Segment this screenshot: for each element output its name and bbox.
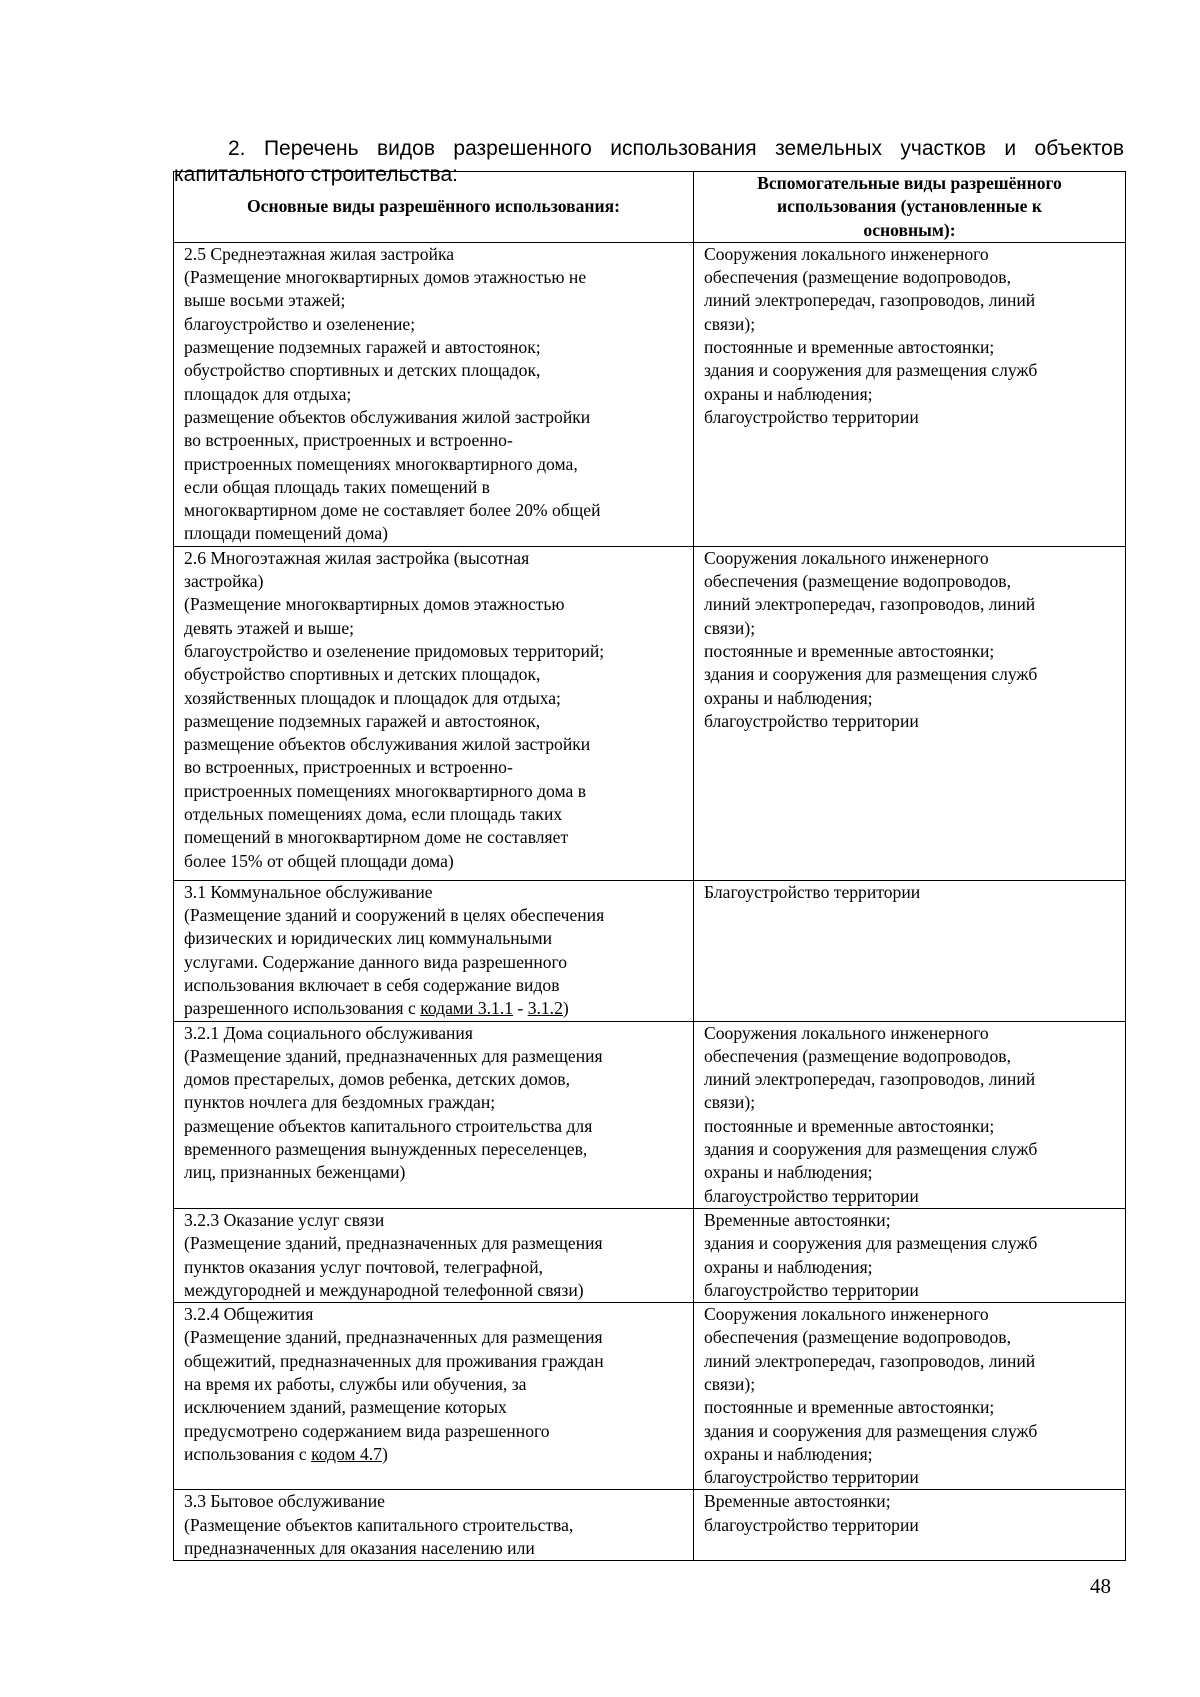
table-body bbox=[174, 242, 1126, 1561]
main-use-line: выше восьми этажей; bbox=[184, 290, 346, 311]
code-reference-link[interactable]: кодами 3.1.1 bbox=[420, 998, 514, 1019]
aux-use-line: благоустройство территории bbox=[704, 1279, 919, 1300]
main-use-line: во встроенных, пристроенных и встроенно- bbox=[184, 757, 513, 778]
aux-use-cell bbox=[694, 546, 1126, 880]
aux-use-line: охраны и наблюдения; bbox=[704, 1256, 873, 1277]
main-use-line: временного размещения вынужденных переселенцев, bbox=[184, 1139, 588, 1160]
main-use-line: благоустройство и озеленение; bbox=[184, 313, 416, 334]
main-use-cell bbox=[174, 1021, 694, 1208]
aux-use-line: Временные автостоянки; bbox=[704, 1491, 891, 1512]
main-use-line: благоустройство и озеленение придомовых территорий; bbox=[184, 640, 605, 661]
text-fragment: - bbox=[513, 998, 528, 1019]
table-row bbox=[174, 880, 1126, 1021]
main-use-cell bbox=[174, 1208, 694, 1302]
main-use-line: предусмотрено содержанием вида разрешенного bbox=[184, 1420, 550, 1441]
main-use-line: размещение подземных гаражей и автостоянок; bbox=[184, 337, 541, 358]
aux-use-line: обеспечения (размещение водопроводов, bbox=[704, 1045, 1012, 1066]
aux-use-cell bbox=[694, 1303, 1126, 1490]
main-use-line: (Размещение зданий, предназначенных для размещения bbox=[184, 1327, 603, 1348]
main-use-line: (Размещение зданий, предназначенных для размещения bbox=[184, 1045, 603, 1066]
aux-use-line: здания и сооружения для размещения служб bbox=[704, 1139, 1038, 1160]
aux-use-line: здания и сооружения для размещения служб bbox=[704, 360, 1038, 381]
aux-use-line: здания и сооружения для размещения служб bbox=[704, 1420, 1038, 1441]
main-use-cell bbox=[174, 880, 694, 1021]
main-use-line: размещение объектов капитального строительства для bbox=[184, 1115, 593, 1136]
main-use-line: помещений в многоквартирном доме не составляет bbox=[184, 827, 569, 848]
header-aux-line: использования (установленные к bbox=[776, 196, 1042, 217]
aux-use-line: постоянные и временные автостоянки; bbox=[704, 337, 995, 358]
aux-use-line: линий электропередач, газопроводов, линий bbox=[704, 594, 1036, 615]
main-use-line: более 15% от общей площади дома) bbox=[184, 850, 454, 871]
main-use-line bbox=[184, 1443, 685, 1466]
aux-use-cell bbox=[694, 880, 1126, 1021]
main-use-line: (Размещение многоквартирных домов этажностью не bbox=[184, 267, 587, 288]
main-use-line: если общая площадь таких помещений в bbox=[184, 476, 490, 497]
aux-use-line: охраны и наблюдения; bbox=[704, 687, 873, 708]
aux-use-line: связи); bbox=[704, 617, 756, 638]
main-use-line: пунктов ночлега для бездомных граждан; bbox=[184, 1092, 496, 1113]
main-use-line: обустройство спортивных и детских площадок, bbox=[184, 664, 541, 685]
main-use-line: размещение объектов обслуживания жилой застройки bbox=[184, 406, 591, 427]
header-main-uses: Основные виды разрешённого использования: bbox=[174, 172, 694, 243]
text-fragment: ) bbox=[381, 1443, 388, 1464]
aux-use-line: линий электропередач, газопроводов, линий bbox=[704, 1069, 1036, 1090]
aux-use-line: охраны и наблюдения; bbox=[704, 1443, 873, 1464]
main-use-line: хозяйственных площадок и площадок для отдыха; bbox=[184, 687, 561, 708]
header-aux-uses bbox=[694, 172, 1126, 243]
aux-use-line: охраны и наблюдения; bbox=[704, 1162, 873, 1183]
main-use-line: 2.5 Среднеэтажная жилая застройка bbox=[184, 243, 455, 264]
aux-use-line: благоустройство территории bbox=[704, 1467, 919, 1488]
aux-use-line: связи); bbox=[704, 313, 756, 334]
main-use-line: пристроенных помещениях многоквартирного дома, bbox=[184, 453, 578, 474]
main-use-line: использования включает в себя содержание видов bbox=[184, 974, 560, 995]
aux-use-line: обеспечения (размещение водопроводов, bbox=[704, 267, 1012, 288]
aux-use-line: Временные автостоянки; bbox=[704, 1209, 891, 1230]
aux-use-line: Сооружения локального инженерного bbox=[704, 1304, 989, 1325]
aux-use-line: Сооружения локального инженерного bbox=[704, 243, 989, 264]
text-fragment: разрешенного использования с bbox=[184, 998, 421, 1019]
table-row bbox=[174, 1021, 1126, 1208]
main-use-cell bbox=[174, 1303, 694, 1490]
aux-use-line: благоустройство территории bbox=[704, 1514, 919, 1535]
main-use-line: площадок для отдыха; bbox=[184, 383, 352, 404]
aux-use-line: Благоустройство территории bbox=[704, 881, 921, 902]
main-use-cell bbox=[174, 242, 694, 546]
main-use-line: (Размещение зданий, предназначенных для размещения bbox=[184, 1233, 603, 1254]
main-use-line: 3.2.1 Дома социального обслуживания bbox=[184, 1022, 473, 1043]
aux-use-cell bbox=[694, 242, 1126, 546]
main-use-line: услугами. Содержание данного вида разрешенного bbox=[184, 951, 568, 972]
main-use-line: 3.3 Бытовое обслуживание bbox=[184, 1491, 385, 1512]
main-use-cell bbox=[174, 1490, 694, 1561]
main-use-line: лиц, признанных беженцами) bbox=[184, 1162, 406, 1183]
table-row bbox=[174, 1208, 1126, 1302]
aux-use-line: обеспечения (размещение водопроводов, bbox=[704, 1327, 1012, 1348]
aux-use-cell bbox=[694, 1021, 1126, 1208]
main-use-line: физических и юридических лиц коммунальными bbox=[184, 928, 552, 949]
main-use-line: общежитий, предназначенных для проживания граждан bbox=[184, 1350, 604, 1371]
main-use-line: 2.6 Многоэтажная жилая застройка (высотная bbox=[184, 547, 530, 568]
intro-paragraph: 2. Перечень видов разрешенного использования земельных участков и объектов капитального строительства: bbox=[174, 137, 1124, 186]
page-number: 48 bbox=[1090, 1574, 1111, 1598]
table-header-row bbox=[174, 172, 1126, 243]
aux-use-line: здания и сооружения для размещения служб bbox=[704, 664, 1038, 685]
text-fragment: использования с bbox=[184, 1443, 312, 1464]
aux-use-line: Сооружения локального инженерного bbox=[704, 1022, 989, 1043]
table-row bbox=[174, 242, 1126, 546]
main-use-line: отдельных помещениях дома, если площадь таких bbox=[184, 804, 563, 825]
aux-use-line: благоустройство территории bbox=[704, 1185, 919, 1206]
aux-use-line: благоустройство территории bbox=[704, 710, 919, 731]
code-reference-link[interactable]: 3.1.2 bbox=[527, 998, 563, 1019]
table-row bbox=[174, 1303, 1126, 1490]
main-use-line: 3.1 Коммунальное обслуживание bbox=[184, 881, 433, 902]
main-use-line bbox=[184, 997, 685, 1020]
main-use-line: исключением зданий, размещение которых bbox=[184, 1397, 507, 1418]
land-use-table bbox=[173, 171, 1126, 1561]
aux-use-line: Сооружения локального инженерного bbox=[704, 547, 989, 568]
aux-use-line: постоянные и временные автостоянки; bbox=[704, 640, 995, 661]
main-use-line: пристроенных помещениях многоквартирного дома в bbox=[184, 780, 587, 801]
aux-use-line: здания и сооружения для размещения служб bbox=[704, 1233, 1038, 1254]
main-use-line: размещение подземных гаражей и автостоянок, bbox=[184, 710, 541, 731]
main-use-line: домов престарелых, домов ребенка, детских домов, bbox=[184, 1069, 570, 1090]
aux-use-cell bbox=[694, 1208, 1126, 1302]
main-use-line: (Размещение многоквартирных домов этажностью bbox=[184, 594, 565, 615]
table-row bbox=[174, 1490, 1126, 1561]
text-fragment: ) bbox=[562, 998, 569, 1019]
main-use-line: многоквартирном доме не составляет более 20% общей bbox=[184, 500, 601, 521]
main-use-line: девять этажей и выше; bbox=[184, 617, 355, 638]
aux-use-line: связи); bbox=[704, 1092, 756, 1113]
main-use-line: во встроенных, пристроенных и встроенно- bbox=[184, 430, 513, 451]
aux-use-line: постоянные и временные автостоянки; bbox=[704, 1115, 995, 1136]
aux-use-line: связи); bbox=[704, 1373, 756, 1394]
main-use-line: площади помещений дома) bbox=[184, 523, 389, 544]
header-aux-line: основным): bbox=[863, 219, 956, 240]
main-use-line: на время их работы, службы или обучения, за bbox=[184, 1373, 527, 1394]
aux-use-line: линий электропередач, газопроводов, линий bbox=[704, 1350, 1036, 1371]
main-use-line: (Размещение объектов капитального строительства, bbox=[184, 1514, 574, 1535]
main-use-line: застройка) bbox=[184, 571, 264, 592]
main-use-line: пунктов оказания услуг почтовой, телеграфной, bbox=[184, 1256, 544, 1277]
main-use-line: 3.2.3 Оказание услуг связи bbox=[184, 1209, 385, 1230]
aux-use-line: линий электропередач, газопроводов, линий bbox=[704, 290, 1036, 311]
main-use-line: 3.2.4 Общежития bbox=[184, 1304, 314, 1325]
code-reference-link[interactable]: кодом 4.7 bbox=[311, 1443, 382, 1464]
header-aux-line: Вспомогательные виды разрешённого bbox=[757, 173, 1062, 193]
main-use-line: обустройство спортивных и детских площадок, bbox=[184, 360, 541, 381]
aux-use-line: благоустройство территории bbox=[704, 406, 919, 427]
aux-use-cell bbox=[694, 1490, 1126, 1561]
aux-use-line: обеспечения (размещение водопроводов, bbox=[704, 571, 1012, 592]
table-row bbox=[174, 546, 1126, 880]
main-use-line: предназначенных для оказания населению или bbox=[184, 1538, 535, 1559]
aux-use-line: постоянные и временные автостоянки; bbox=[704, 1397, 995, 1418]
aux-use-line: охраны и наблюдения; bbox=[704, 383, 873, 404]
main-use-line: размещение объектов обслуживания жилой застройки bbox=[184, 734, 591, 755]
main-use-line: (Размещение зданий и сооружений в целях обеспечения bbox=[184, 905, 605, 926]
main-use-line: междугородней и международной телефонной связи) bbox=[184, 1279, 584, 1300]
main-use-cell bbox=[174, 546, 694, 880]
